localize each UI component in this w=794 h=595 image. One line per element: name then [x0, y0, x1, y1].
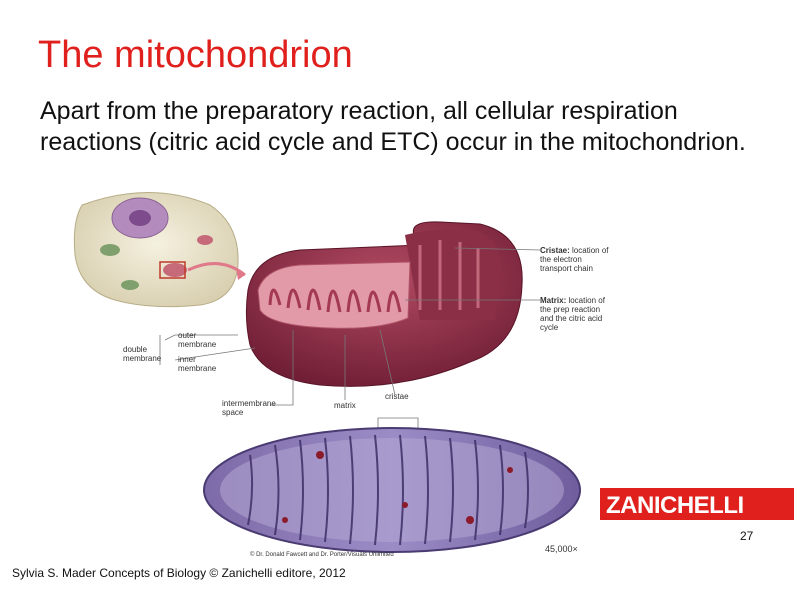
intermembrane-space-label: intermembrane space [222, 399, 276, 417]
magnification-label: 45,000× [545, 544, 578, 554]
footer-credit: Sylvia S. Mader Concepts of Biology © Zanichelli editore, 2012 [12, 566, 346, 580]
zanichelli-logo [600, 488, 794, 520]
outer-membrane-label: outer membrane [178, 331, 217, 349]
matrix-label: matrix [334, 401, 356, 410]
cristae-callout [540, 246, 615, 273]
image-credit: © Dr. Donald Fawcett and Dr. Porter/Visuals Unlimited [250, 552, 394, 558]
matrix-callout [540, 296, 610, 332]
double-membrane-label: double membrane [123, 345, 162, 363]
slide-title: The mitochondrion [38, 34, 353, 76]
cristae-callout-desc: location of the electron transport chain [540, 246, 609, 273]
cristae-label: cristae [385, 392, 409, 401]
page-number: 27 [740, 529, 754, 543]
electron-micrograph [204, 428, 580, 552]
matrix-callout-desc: location of the prep reaction and the citric acid cycle [540, 296, 605, 332]
brand-text: ZANICHELLI [606, 492, 744, 519]
mitochondrion-3d [246, 222, 522, 386]
matrix-callout-title: Matrix: [540, 296, 567, 305]
cell-illustration [74, 193, 245, 307]
cristae-callout-title: Cristae: [540, 246, 570, 255]
slide-body-text: Apart from the preparatory reaction, all cellular respiration reactions (citric acid cycle and ETC) occur in the mitochondrion. [40, 97, 746, 156]
inner-membrane-label: inner membrane [178, 355, 217, 373]
